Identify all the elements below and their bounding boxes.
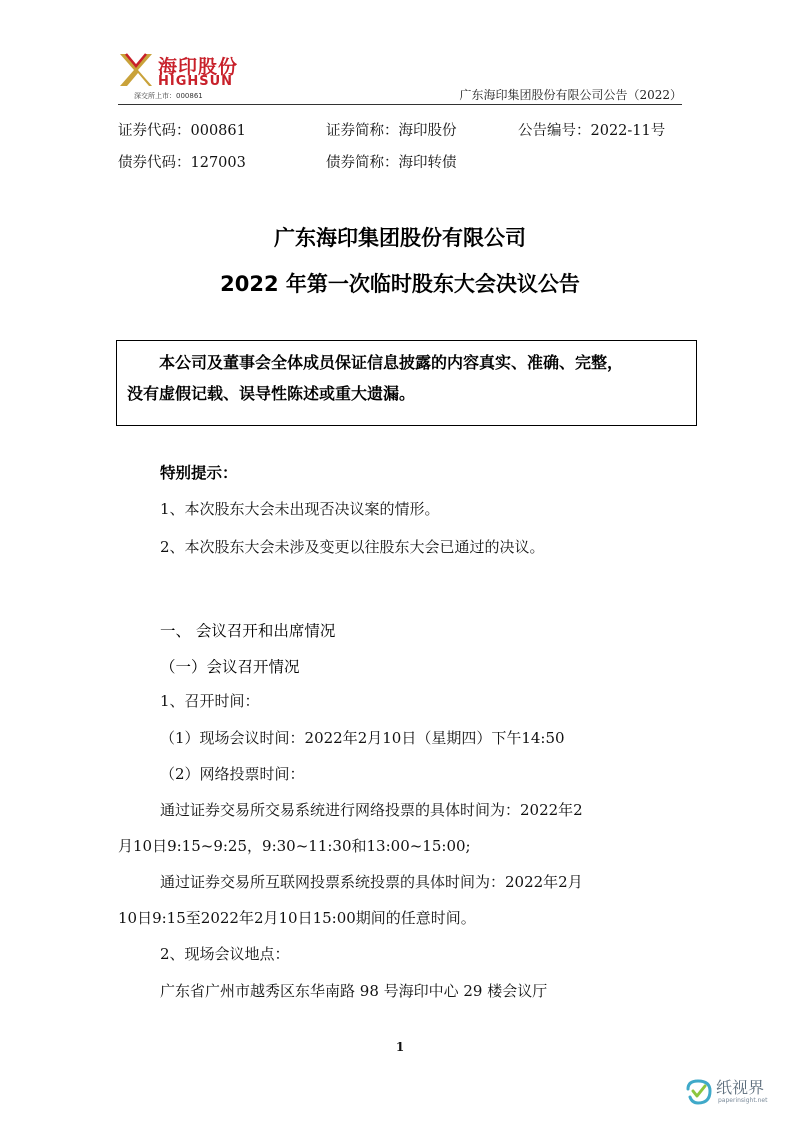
header-doc-title: 广东海印集团股份有限公司公告（2022） bbox=[459, 88, 682, 102]
subsection-heading: （一）会议召开情况 bbox=[160, 658, 300, 676]
page-number: 1 bbox=[395, 1040, 405, 1054]
bond-code: 债券代码：127003 bbox=[118, 155, 246, 171]
code-row-1 bbox=[118, 119, 688, 141]
highsun-logo-icon bbox=[118, 50, 154, 90]
watermark-url: paperinsight.net bbox=[718, 1097, 768, 1104]
disclosure-notice-box bbox=[116, 340, 697, 426]
stock-abbr: 证券简称：海印股份 bbox=[326, 123, 457, 139]
online-voting-label: （2）网络投票时间： bbox=[160, 765, 305, 783]
special-tip-item: 1、本次股东大会未出现否决议案的情形。 bbox=[160, 500, 440, 518]
meeting-time-label: 1、召开时间： bbox=[160, 692, 260, 710]
watermark-logo-icon bbox=[684, 1077, 714, 1107]
logo-chinese-name: 海印股份 bbox=[158, 56, 239, 78]
announcement-number: 公告编号：2022-11号 bbox=[518, 123, 666, 139]
header-divider bbox=[118, 104, 682, 105]
venue-label: 2、现场会议地点： bbox=[160, 945, 290, 963]
code-row-2 bbox=[118, 151, 688, 173]
trading-system-time-line-2: 月10日9:15~9:25，9:30~11:30和13:00~15:00; bbox=[118, 837, 471, 855]
notice-line-2: 没有虚假记载、误导性陈述或重大遗漏。 bbox=[127, 384, 416, 403]
notice-line-1: 本公司及董事会全体成员保证信息披露的内容真实、准确、完整， bbox=[159, 353, 624, 372]
special-tips-heading: 特别提示： bbox=[160, 464, 238, 482]
announcement-title: 2022 年第一次临时股东大会决议公告 bbox=[220, 272, 580, 296]
logo-english-name: HIGHSUN bbox=[158, 74, 234, 89]
internet-system-time-line-1: 通过证券交易所互联网投票系统投票的具体时间为：2022年2月 bbox=[160, 873, 583, 891]
onsite-meeting-time: （1）现场会议时间：2022年2月10日（星期四）下午14:50 bbox=[160, 729, 565, 747]
special-tip-item: 2、本次股东大会未涉及变更以往股东大会已通过的决议。 bbox=[160, 538, 545, 556]
watermark-text: 纸视界 bbox=[716, 1078, 765, 1097]
logo-ticker: 深交所上市：000861 bbox=[134, 92, 203, 100]
watermark bbox=[684, 1075, 784, 1115]
trading-system-time-line-1: 通过证券交易所交易系统进行网络投票的具体时间为：2022年2 bbox=[160, 801, 583, 819]
company-title: 广东海印集团股份有限公司 bbox=[274, 226, 526, 250]
stock-code: 证券代码：000861 bbox=[118, 123, 246, 139]
bond-abbr: 债券简称：海印转债 bbox=[326, 155, 457, 171]
venue-address: 广东省广州市越秀区东华南路 98 号海印中心 29 楼会议厅 bbox=[160, 982, 548, 1000]
section-heading: 一、 会议召开和出席情况 bbox=[160, 622, 336, 640]
internet-system-time-line-2: 10日9:15至2022年2月10日15:00期间的任意时间。 bbox=[118, 909, 476, 927]
company-logo bbox=[118, 50, 263, 105]
